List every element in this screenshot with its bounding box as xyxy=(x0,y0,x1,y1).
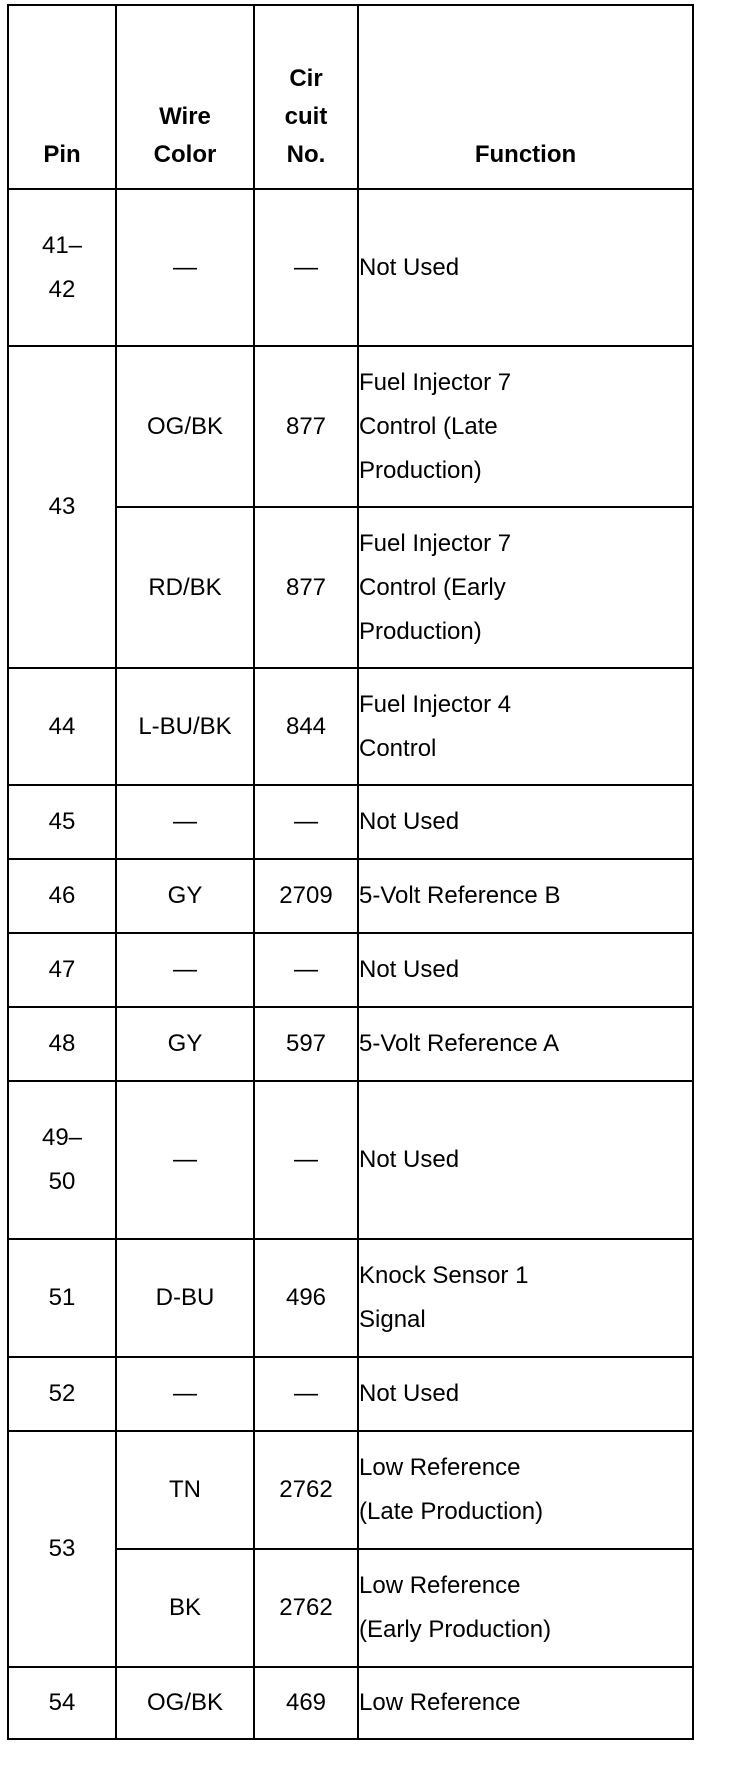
function-cell: Low Reference xyxy=(358,1667,693,1739)
function-cell: Not Used xyxy=(358,785,693,859)
wire-color-cell: BK xyxy=(116,1549,254,1667)
pin-cell: 45 xyxy=(8,785,116,859)
header-pin: Pin xyxy=(8,5,116,189)
function-cell: Fuel Injector 7 Control (Early Production) xyxy=(358,507,693,668)
table-row xyxy=(8,1431,693,1549)
function-cell: 5-Volt Reference A xyxy=(358,1007,693,1081)
function-cell: Not Used xyxy=(358,933,693,1007)
table-row xyxy=(8,1239,693,1357)
pin-cell: 46 xyxy=(8,859,116,933)
pin-cell: 53 xyxy=(8,1431,116,1667)
pin-cell: 41– 42 xyxy=(8,189,116,346)
table-row xyxy=(8,1667,693,1739)
circuit-cell: — xyxy=(254,785,358,859)
wire-color-cell: GY xyxy=(116,1007,254,1081)
table-row xyxy=(8,859,693,933)
pin-cell: 51 xyxy=(8,1239,116,1357)
wire-color-cell: D-BU xyxy=(116,1239,254,1357)
table-row xyxy=(8,189,693,346)
circuit-cell: 2709 xyxy=(254,859,358,933)
circuit-cell: — xyxy=(254,1081,358,1239)
wire-color-cell: — xyxy=(116,189,254,346)
wire-color-cell: OG/BK xyxy=(116,1667,254,1739)
function-cell: Fuel Injector 7 Control (Late Production) xyxy=(358,346,693,507)
circuit-cell: 877 xyxy=(254,507,358,668)
pin-cell: 43 xyxy=(8,346,116,668)
pin-cell: 44 xyxy=(8,668,116,785)
wire-color-cell: GY xyxy=(116,859,254,933)
header-function: Function xyxy=(358,5,693,189)
header-wire-color: Wire Color xyxy=(116,5,254,189)
table-row xyxy=(8,1357,693,1431)
wire-color-cell: — xyxy=(116,933,254,1007)
header-circuit-no: Cir cuit No. xyxy=(254,5,358,189)
wire-color-cell: — xyxy=(116,1081,254,1239)
wire-color-cell: OG/BK xyxy=(116,346,254,507)
circuit-cell: — xyxy=(254,189,358,346)
function-cell: Knock Sensor 1 Signal xyxy=(358,1239,693,1357)
function-cell: Not Used xyxy=(358,1357,693,1431)
pin-cell: 54 xyxy=(8,1667,116,1739)
wire-color-cell: — xyxy=(116,785,254,859)
wire-color-cell: RD/BK xyxy=(116,507,254,668)
function-cell: Low Reference (Late Production) xyxy=(358,1431,693,1549)
function-cell: Not Used xyxy=(358,189,693,346)
pin-cell: 48 xyxy=(8,1007,116,1081)
function-cell: 5-Volt Reference B xyxy=(358,859,693,933)
wire-color-cell: — xyxy=(116,1357,254,1431)
table-row xyxy=(8,933,693,1007)
wire-color-cell: TN xyxy=(116,1431,254,1549)
circuit-cell: 2762 xyxy=(254,1431,358,1549)
circuit-cell: 877 xyxy=(254,346,358,507)
circuit-cell: — xyxy=(254,933,358,1007)
pin-cell: 47 xyxy=(8,933,116,1007)
table-row xyxy=(8,1081,693,1239)
pin-table xyxy=(7,4,694,1740)
circuit-cell: 844 xyxy=(254,668,358,785)
function-cell: Fuel Injector 4 Control xyxy=(358,668,693,785)
header-row xyxy=(8,5,693,189)
function-cell: Not Used xyxy=(358,1081,693,1239)
circuit-cell: 496 xyxy=(254,1239,358,1357)
table-row xyxy=(8,346,693,507)
circuit-cell: 2762 xyxy=(254,1549,358,1667)
wire-color-cell: L-BU/BK xyxy=(116,668,254,785)
function-cell: Low Reference (Early Production) xyxy=(358,1549,693,1667)
pin-cell: 52 xyxy=(8,1357,116,1431)
table-row xyxy=(8,785,693,859)
circuit-cell: 597 xyxy=(254,1007,358,1081)
circuit-cell: — xyxy=(254,1357,358,1431)
pin-cell: 49– 50 xyxy=(8,1081,116,1239)
table-row xyxy=(8,1007,693,1081)
circuit-cell: 469 xyxy=(254,1667,358,1739)
table-row xyxy=(8,668,693,785)
